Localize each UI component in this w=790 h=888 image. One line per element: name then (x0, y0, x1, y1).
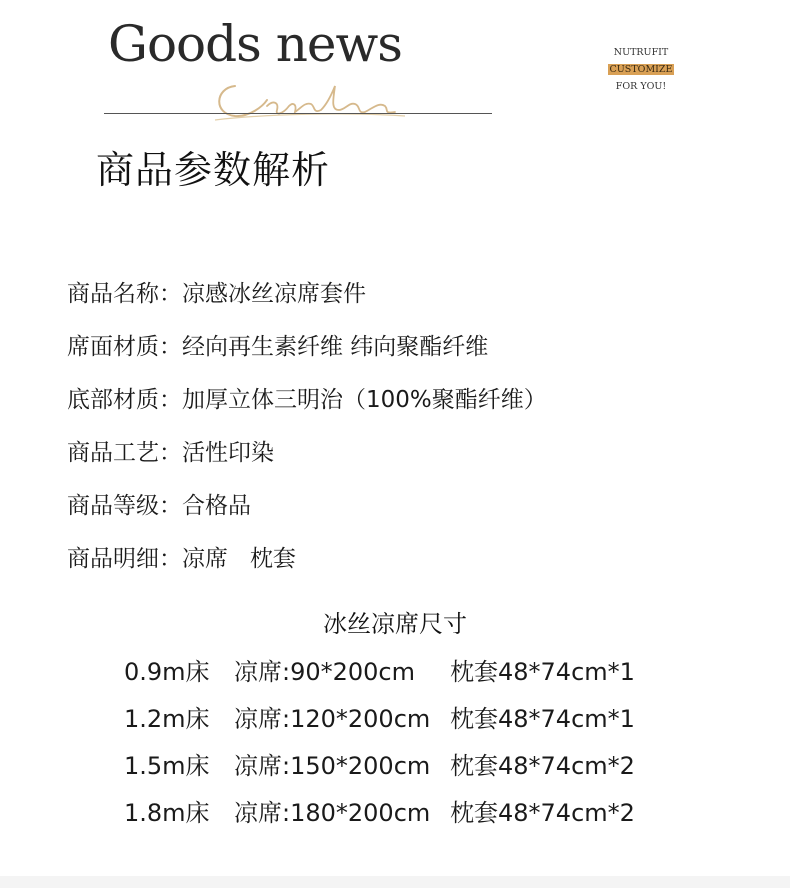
spec-row (67, 272, 547, 325)
header (0, 0, 790, 130)
spec-list (67, 272, 547, 590)
size-row (124, 697, 650, 744)
spec-separator: ： (159, 440, 182, 466)
pillow-size: 枕套48*74cm*2 (450, 799, 635, 827)
bed-size: 1.5m床 (124, 752, 210, 780)
mat-size: 凉席:90*200cm (234, 658, 416, 686)
size-row (124, 744, 650, 791)
bed-size: 1.2m床 (124, 705, 210, 733)
mat-size: 凉席:150*200cm (234, 752, 431, 780)
spec-label: 商品工艺 (67, 440, 159, 466)
spec-separator: ： (159, 493, 182, 519)
tagline (603, 44, 679, 95)
spec-separator: ： (159, 546, 182, 572)
spec-value: 经向再生素纤维 纬向聚酯纤维 (182, 334, 489, 360)
mat-size: 凉席:120*200cm (234, 705, 431, 733)
spec-row (67, 378, 547, 431)
header-divider (104, 113, 492, 114)
size-table (124, 650, 650, 838)
pillow-size: 枕套48*74cm*2 (450, 752, 635, 780)
tagline-line-3: FOR YOU! (615, 81, 667, 92)
spec-row (67, 325, 547, 378)
spec-separator: ： (159, 334, 182, 360)
tagline-line-1: NUTRUFIT (613, 47, 669, 58)
size-section-title: 冰丝凉席尺寸 (323, 610, 467, 638)
bottom-band (0, 876, 790, 888)
spec-separator: ： (159, 387, 182, 413)
spec-value: 合格品 (182, 493, 251, 519)
pillow-size: 枕套48*74cm*1 (450, 705, 635, 733)
spec-row (67, 484, 547, 537)
spec-row (67, 431, 547, 484)
mat-size: 凉席:180*200cm (234, 799, 431, 827)
spec-label: 商品明细 (67, 546, 159, 572)
tagline-highlight: CUSTOMIZE (609, 64, 673, 75)
spec-label: 底部材质 (67, 387, 159, 413)
brand-title: Goods news (108, 15, 402, 73)
spec-label: 商品名称 (67, 281, 159, 307)
spec-label: 商品等级 (67, 493, 159, 519)
spec-separator: ： (159, 281, 182, 307)
spec-row (67, 537, 547, 590)
spec-value: 凉感冰丝凉席套件 (182, 281, 366, 307)
size-row (124, 650, 650, 697)
bed-size: 1.8m床 (124, 799, 210, 827)
script-signature-logo (205, 66, 415, 126)
tagline-line-2 (603, 61, 679, 78)
spec-value: 加厚立体三明治（100%聚酯纤维） (182, 387, 547, 413)
spec-label: 席面材质 (67, 334, 159, 360)
spec-value: 活性印染 (182, 440, 274, 466)
size-row (124, 791, 650, 838)
bed-size: 0.9m床 (124, 658, 210, 686)
spec-value: 凉席 枕套 (182, 546, 296, 572)
pillow-size: 枕套48*74cm*1 (450, 658, 635, 686)
section-title: 商品参数解析 (96, 148, 331, 192)
